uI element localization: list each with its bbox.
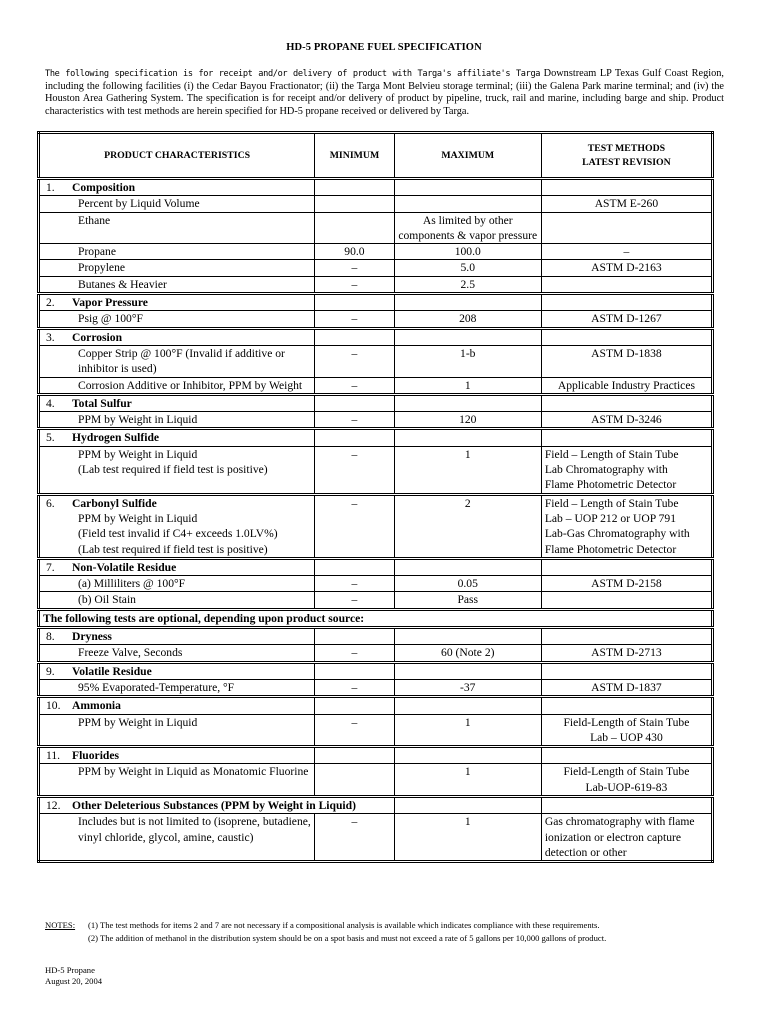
test-cell: ASTM D-2158 bbox=[541, 576, 712, 592]
optional-tests-row bbox=[39, 609, 713, 627]
characteristic-cell: Propane bbox=[39, 244, 315, 260]
table-row bbox=[39, 576, 713, 592]
min-cell bbox=[315, 764, 394, 797]
test-line: Lab-Gas Chromatography with bbox=[544, 527, 690, 541]
test-cell: Gas chromatography with flame ionization or electron capture detection or other bbox=[541, 814, 712, 862]
test-cell bbox=[541, 628, 712, 645]
table-row bbox=[39, 446, 713, 494]
characteristic-cell: Propylene bbox=[39, 260, 315, 276]
intro-rest: Downstream LP Texas Gulf Coast Region, including the following facilities (i) the Cedar Bayou Fractionator; (ii) the Targa Mont Belvieu storage terminal; (iii) the Galena Park marine terminal; and (iv) the Houston Area Gathering System. The specification is for receipt and/or delivery of product by pipeline, truck, rail and marine, including barge and ship. Product characteristics with test methods are herein specified for HD-5 propane received or delivered by Targa. bbox=[45, 68, 724, 117]
note-2: (2) The addition of methanol in the distribution system should be on a spot basis and must not exceed a rate of 5 gallons per 10,000 gallons of product. bbox=[88, 933, 607, 943]
max-cell: 5.0 bbox=[394, 260, 541, 276]
test-cell bbox=[541, 212, 712, 244]
characteristic-cell: Percent by Liquid Volume bbox=[39, 196, 315, 212]
section-row bbox=[39, 494, 713, 558]
max-cell bbox=[394, 394, 541, 411]
section-name: Fluorides bbox=[72, 749, 120, 763]
min-cell: – bbox=[315, 592, 394, 609]
max-cell: 1 bbox=[394, 764, 541, 797]
test-cell bbox=[541, 494, 712, 558]
max-cell bbox=[394, 747, 541, 764]
test-line: Flame Photometric Detector bbox=[544, 478, 677, 492]
max-cell bbox=[394, 796, 541, 813]
characteristic-cell: (b) Oil Stain bbox=[39, 592, 315, 609]
table-row bbox=[39, 679, 713, 696]
max-cell bbox=[394, 196, 541, 212]
section-number: 11. bbox=[46, 749, 61, 763]
max-cell: 1 bbox=[394, 446, 541, 494]
test-cell bbox=[541, 662, 712, 679]
max-cell: As limited by other components & vapor pressure bbox=[394, 212, 541, 244]
section-number: 8. bbox=[46, 630, 55, 644]
section-row bbox=[39, 662, 713, 679]
test-cell: ASTM D-1837 bbox=[541, 679, 712, 696]
characteristic-cell: Freeze Valve, Seconds bbox=[39, 645, 315, 662]
test-line: Lab-UOP-619-83 bbox=[585, 780, 668, 794]
min-cell bbox=[315, 628, 394, 645]
test-cell bbox=[541, 558, 712, 575]
section-name: Other Deleterious Substances (PPM by Weight in Liquid) bbox=[72, 798, 356, 812]
optional-tests-note: The following tests are optional, depending upon product source: bbox=[39, 609, 713, 627]
characteristic-line: PPM by Weight in Liquid bbox=[78, 447, 198, 461]
section-heading bbox=[39, 662, 315, 679]
min-cell bbox=[315, 394, 394, 411]
section-row bbox=[39, 429, 713, 446]
min-cell: – bbox=[315, 814, 394, 862]
characteristic-cell: (a) Milliliters @ 100°F bbox=[39, 576, 315, 592]
table-row bbox=[39, 714, 713, 747]
header-test-methods bbox=[541, 133, 712, 179]
section-number: 5. bbox=[46, 431, 55, 445]
table-row bbox=[39, 260, 713, 276]
min-cell bbox=[315, 662, 394, 679]
max-cell: 2 bbox=[394, 494, 541, 558]
section-row bbox=[39, 796, 713, 813]
min-cell bbox=[315, 558, 394, 575]
test-cell: – bbox=[541, 244, 712, 260]
min-cell: 90.0 bbox=[315, 244, 394, 260]
min-cell bbox=[315, 747, 394, 764]
test-line: Field – Length of Stain Tube bbox=[544, 447, 679, 461]
characteristic-cell: PPM by Weight in Liquid bbox=[39, 714, 315, 747]
test-cell: ASTM D-2713 bbox=[541, 645, 712, 662]
section-row bbox=[39, 558, 713, 575]
section-heading bbox=[39, 558, 315, 575]
header-test-methods-line2: LATEST REVISION bbox=[582, 156, 671, 168]
table-row bbox=[39, 311, 713, 328]
section-heading bbox=[39, 697, 315, 714]
max-cell: 1 bbox=[394, 377, 541, 394]
characteristic-cell: 95% Evaporated-Temperature, °F bbox=[39, 679, 315, 696]
footer-date: August 20, 2004 bbox=[45, 976, 103, 986]
max-cell: 2.5 bbox=[394, 276, 541, 293]
section-heading bbox=[39, 628, 315, 645]
min-cell bbox=[315, 328, 394, 345]
section-number: 4. bbox=[46, 396, 55, 410]
note-1: (1) The test methods for items 2 and 7 are not necessary if a compositional analysis is available which indicates compliance with these requirements. bbox=[88, 920, 600, 930]
max-cell bbox=[394, 697, 541, 714]
max-cell: 100.0 bbox=[394, 244, 541, 260]
section-number: 9. bbox=[46, 664, 55, 678]
test-cell bbox=[541, 747, 712, 764]
characteristic-cell: Psig @ 100°F bbox=[39, 311, 315, 328]
min-cell bbox=[315, 196, 394, 212]
test-line: Lab – UOP 430 bbox=[590, 730, 663, 744]
intro-paragraph bbox=[45, 68, 724, 118]
section-number: 2. bbox=[46, 296, 55, 310]
test-cell bbox=[541, 429, 712, 446]
table-row bbox=[39, 244, 713, 260]
max-cell bbox=[394, 662, 541, 679]
max-cell: 1 bbox=[394, 814, 541, 862]
test-line: Lab Chromatography with bbox=[544, 463, 668, 477]
section-heading bbox=[39, 747, 315, 764]
section-row bbox=[39, 179, 713, 196]
test-line: Field-Length of Stain Tube bbox=[563, 765, 690, 779]
header-characteristics: PRODUCT CHARACTERISTICS bbox=[39, 133, 315, 179]
min-cell: – bbox=[315, 345, 394, 377]
max-cell bbox=[394, 558, 541, 575]
min-cell: – bbox=[315, 714, 394, 747]
test-cell bbox=[541, 394, 712, 411]
section-name: Dryness bbox=[72, 630, 112, 644]
max-cell bbox=[394, 429, 541, 446]
section-row bbox=[39, 394, 713, 411]
min-cell: – bbox=[315, 377, 394, 394]
max-cell bbox=[394, 328, 541, 345]
table-row bbox=[39, 592, 713, 609]
characteristic-cell: Ethane bbox=[39, 212, 315, 244]
section-name: Carbonyl Sulfide bbox=[72, 496, 157, 510]
characteristic-cell: Corrosion Additive or Inhibitor, PPM by Weight bbox=[39, 377, 315, 394]
section-number: 10. bbox=[46, 699, 61, 713]
intro-lead: The following specification is for receipt and/or delivery of product with Targa's affiliate's Targa bbox=[45, 69, 541, 79]
characteristic-cell: PPM by Weight in Liquid bbox=[39, 412, 315, 429]
section-row bbox=[39, 697, 713, 714]
test-cell: Applicable Industry Practices bbox=[541, 377, 712, 394]
max-cell: 60 (Note 2) bbox=[394, 645, 541, 662]
section-heading bbox=[39, 796, 395, 813]
test-line: Field – Length of Stain Tube bbox=[544, 496, 679, 510]
table-row bbox=[39, 196, 713, 212]
test-line: Lab – UOP 212 or UOP 791 bbox=[544, 511, 677, 525]
test-cell bbox=[541, 294, 712, 311]
test-cell bbox=[541, 592, 712, 609]
max-cell bbox=[394, 179, 541, 196]
section-row bbox=[39, 628, 713, 645]
min-cell: – bbox=[315, 576, 394, 592]
test-cell bbox=[541, 328, 712, 345]
test-cell bbox=[541, 446, 712, 494]
section-name: Composition bbox=[72, 181, 136, 194]
min-cell: – bbox=[315, 446, 394, 494]
characteristic-line: PPM by Weight in Liquid bbox=[78, 511, 198, 525]
table-row bbox=[39, 412, 713, 429]
table-row bbox=[39, 645, 713, 662]
characteristic-cell: Butanes & Heavier bbox=[39, 276, 315, 293]
section-number: 6. bbox=[46, 496, 55, 510]
section-number: 12. bbox=[46, 798, 61, 812]
section-name: Corrosion bbox=[72, 330, 123, 344]
min-cell: – bbox=[315, 260, 394, 276]
section-heading bbox=[39, 394, 315, 411]
min-cell: – bbox=[315, 494, 394, 558]
table-row bbox=[39, 377, 713, 394]
max-cell: 1 bbox=[394, 714, 541, 747]
characteristic-line: (Field test invalid if C4+ exceeds 1.0LV%) bbox=[78, 527, 278, 541]
table-row bbox=[39, 212, 713, 244]
section-name: Ammonia bbox=[72, 699, 121, 713]
section-heading bbox=[39, 294, 315, 311]
test-cell bbox=[541, 796, 712, 813]
header-minimum: MINIMUM bbox=[315, 133, 394, 179]
test-cell: ASTM D-3246 bbox=[541, 412, 712, 429]
notes-section bbox=[45, 919, 606, 945]
test-cell bbox=[541, 714, 712, 747]
max-cell: 208 bbox=[394, 311, 541, 328]
notes-label: NOTES: bbox=[45, 920, 76, 930]
section-row bbox=[39, 747, 713, 764]
max-cell: -37 bbox=[394, 679, 541, 696]
min-cell bbox=[315, 212, 394, 244]
test-line: Flame Photometric Detector bbox=[544, 542, 677, 556]
max-cell bbox=[394, 294, 541, 311]
characteristic-cell: PPM by Weight in Liquid as Monatomic Fluorine bbox=[39, 764, 315, 797]
test-cell: ASTM D-1267 bbox=[541, 311, 712, 328]
min-cell: – bbox=[315, 276, 394, 293]
section-name: Vapor Pressure bbox=[72, 296, 148, 310]
section-number: 7. bbox=[46, 560, 55, 574]
characteristic-line: (Lab test required if field test is positive) bbox=[78, 463, 268, 477]
characteristic-cell: Copper Strip @ 100°F (Invalid if additive or inhibitor is used) bbox=[39, 345, 315, 377]
max-cell: 1-b bbox=[394, 345, 541, 377]
section-name: Non-Volatile Residue bbox=[72, 560, 177, 574]
characteristic-cell: Includes but is not limited to (isoprene, butadiene, vinyl chloride, glycol, amine, caustic) bbox=[39, 814, 315, 862]
specification-table bbox=[37, 131, 714, 863]
test-cell bbox=[541, 764, 712, 797]
table-row bbox=[39, 814, 713, 862]
min-cell bbox=[315, 179, 394, 196]
min-cell bbox=[315, 429, 394, 446]
section-name: Total Sulfur bbox=[72, 396, 132, 410]
section-heading bbox=[39, 328, 315, 345]
max-cell: Pass bbox=[394, 592, 541, 609]
table-row bbox=[39, 345, 713, 377]
test-line: Field-Length of Stain Tube bbox=[563, 715, 690, 729]
section-name: Hydrogen Sulfide bbox=[72, 431, 160, 445]
section-row bbox=[39, 294, 713, 311]
min-cell: – bbox=[315, 645, 394, 662]
header-maximum: MAXIMUM bbox=[394, 133, 541, 179]
test-cell: ASTM D-1838 bbox=[541, 345, 712, 377]
test-cell bbox=[541, 276, 712, 293]
table-row bbox=[39, 764, 713, 797]
max-cell bbox=[394, 628, 541, 645]
characteristic-cell bbox=[39, 446, 315, 494]
table-header-row bbox=[39, 133, 713, 179]
test-cell bbox=[541, 697, 712, 714]
section-row bbox=[39, 328, 713, 345]
min-cell bbox=[315, 697, 394, 714]
test-cell: ASTM D-2163 bbox=[541, 260, 712, 276]
section-number: 1. bbox=[46, 181, 55, 194]
footer bbox=[45, 965, 102, 987]
section-heading bbox=[39, 429, 315, 446]
section-name: Volatile Residue bbox=[72, 664, 152, 678]
footer-doc-name: HD-5 Propane bbox=[45, 965, 95, 975]
document-title: HD-5 PROPANE FUEL SPECIFICATION bbox=[286, 42, 482, 53]
header-test-methods-line1: TEST METHODS bbox=[587, 142, 666, 154]
min-cell: – bbox=[315, 412, 394, 429]
min-cell: – bbox=[315, 311, 394, 328]
section-heading bbox=[39, 494, 315, 558]
table-row bbox=[39, 276, 713, 293]
section-number: 3. bbox=[46, 330, 55, 344]
test-cell: ASTM E-260 bbox=[541, 196, 712, 212]
test-cell bbox=[541, 179, 712, 196]
characteristic-line: (Lab test required if field test is positive) bbox=[78, 542, 268, 556]
max-cell: 0.05 bbox=[394, 576, 541, 592]
min-cell bbox=[315, 294, 394, 311]
max-cell: 120 bbox=[394, 412, 541, 429]
min-cell: – bbox=[315, 679, 394, 696]
section-heading bbox=[39, 179, 315, 196]
